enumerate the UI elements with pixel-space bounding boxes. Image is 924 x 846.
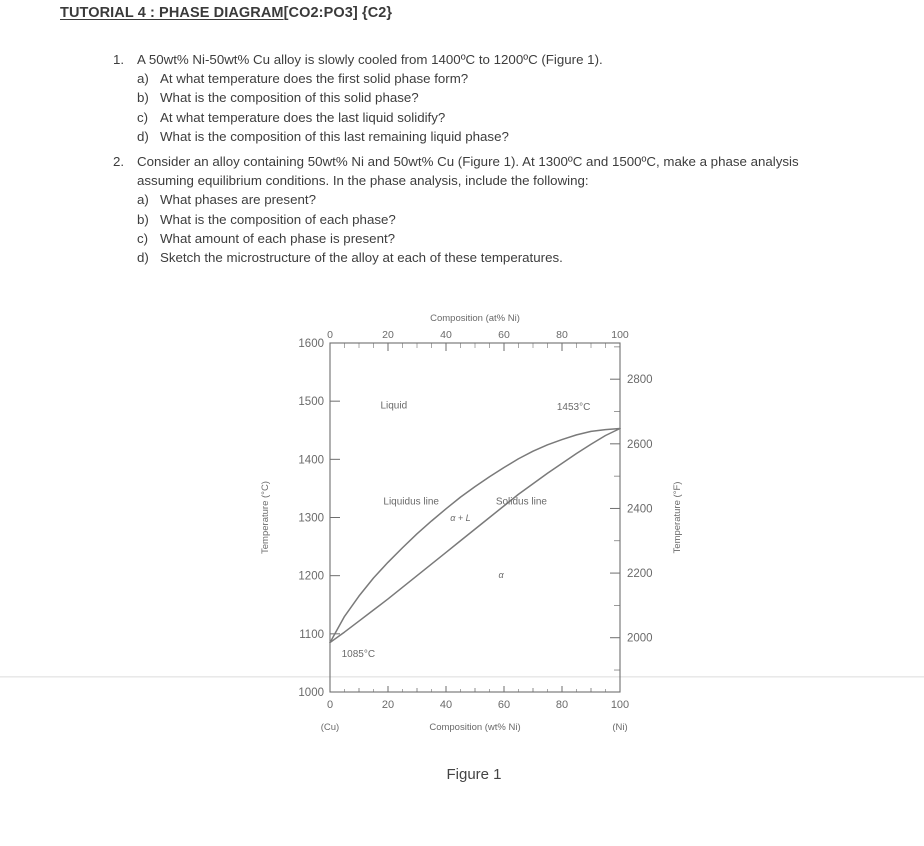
question-1-text: A 50wt% Ni-50wt% Cu alloy is slowly cooled from 1400ºC to 1200ºC (Figure 1).	[137, 52, 603, 67]
question-2-sub-d-label: d)	[137, 250, 149, 266]
figure-caption: Figure 1	[446, 766, 502, 783]
question-2-sub-c-label: c)	[137, 230, 149, 246]
question-2-sub-a-text: What phases are present?	[160, 192, 316, 208]
question-1-sub-c-text: At what temperature does the last liquid solidify?	[160, 109, 446, 125]
y-tick-label: 1400	[298, 454, 324, 467]
question-2-subparts	[113, 190, 833, 267]
question-1-sub-a-label: a)	[137, 71, 149, 87]
page-title	[60, 5, 392, 21]
x-axis-label: Composition (wt% Ni)	[429, 722, 521, 733]
top-tick-label: 20	[382, 329, 394, 341]
question-1-subparts	[113, 69, 813, 146]
right-tick-label: 2000	[627, 632, 653, 645]
question-2	[113, 152, 833, 267]
top-axis-label: Composition (at% Ni)	[430, 313, 520, 324]
right-tick-label: 2800	[627, 374, 653, 387]
question-1-sub-b	[137, 88, 813, 107]
right-tick-label: 2400	[627, 503, 653, 516]
right-tick-label: 2200	[627, 568, 653, 581]
question-1-sub-c-label: c)	[137, 109, 149, 125]
question-2-sub-a-label: a)	[137, 192, 149, 208]
x-tick-label: 0	[326, 699, 334, 711]
question-2-text: Consider an alloy containing 50wt% Ni and 50wt% Cu (Figure 1). At 1300ºC and 1500ºC, make a phase analysis assuming equilibrium conditions. In the phase analysis, include the following:	[137, 154, 799, 189]
y-tick-label: 1200	[298, 570, 324, 583]
endpoint-label-ni: (Ni)	[612, 722, 628, 733]
y-tick-label: 1500	[298, 396, 324, 409]
page-title-tail: [CO2:PO3] {C2}	[283, 5, 393, 21]
question-1-sub-d	[137, 127, 813, 146]
x-tick-label: 20	[381, 699, 395, 711]
question-1-sub-a-text: At what temperature does the first solid phase form?	[160, 71, 469, 87]
alpha-region-label: α	[498, 569, 504, 580]
top-tick-label: 0	[327, 329, 333, 341]
page-title-underlined: TUTORIAL 4 : PHASE DIAGRAM	[60, 5, 284, 21]
right-axis-label: Temperature (°F)	[672, 481, 683, 554]
y-tick-label: 1600	[298, 338, 324, 350]
question-2-number: 2.	[113, 154, 125, 169]
question-1-sub-b-text: What is the composition of this solid phase?	[160, 90, 419, 106]
liquidus-line-label: Liquidus line	[383, 496, 440, 508]
alpha-plus-liquid-label: α + L	[450, 512, 471, 523]
y-tick-label: 1300	[298, 512, 324, 525]
melting-point-cu-label: 1085°C	[341, 649, 376, 661]
figure-caption-wrap	[0, 766, 924, 783]
question-2-sub-c	[137, 229, 833, 248]
phase-diagram-svg	[0, 296, 924, 776]
y-tick-label: 1000	[298, 687, 324, 699]
liquid-region-label: Liquid	[380, 400, 408, 412]
phase-diagram-figure	[0, 296, 924, 776]
question-1-main	[113, 50, 813, 69]
top-tick-label: 40	[440, 329, 452, 341]
chart-root	[260, 313, 683, 733]
plot-frame	[330, 343, 620, 692]
x-tick-label: 100	[610, 699, 630, 711]
x-tick-label: 40	[439, 699, 453, 711]
endpoint-label-cu: (Cu)	[320, 722, 340, 733]
question-1-sub-a	[137, 69, 813, 88]
question-2-sub-a	[137, 190, 833, 209]
question-2-sub-b-text: What is the composition of each phase?	[160, 211, 396, 227]
question-2-sub-b-label: b)	[137, 211, 149, 227]
question-1-sub-b-label: b)	[137, 90, 149, 106]
question-2-main	[113, 152, 833, 190]
question-1	[113, 50, 813, 146]
solidus-line-label: Solidus line	[495, 496, 547, 508]
solidus-line-curve	[330, 429, 620, 643]
y-axis-label: Temperature (°C)	[260, 481, 271, 554]
x-tick-label: 60	[497, 699, 511, 711]
y-tick-label: 1100	[299, 628, 324, 641]
question-2-sub-d-text: Sketch the microstructure of the alloy at each of these temperatures.	[160, 250, 563, 266]
question-2-sub-c-text: What amount of each phase is present?	[160, 230, 396, 246]
melting-point-ni-label: 1453°C	[556, 401, 591, 413]
question-1-sub-c	[137, 108, 813, 127]
question-1-sub-d-text: What is the composition of this last remaining liquid phase?	[160, 128, 509, 144]
x-tick-label: 80	[555, 699, 569, 711]
top-tick-label: 60	[498, 329, 510, 341]
question-2-sub-b	[137, 210, 833, 229]
right-tick-label: 2600	[627, 438, 653, 451]
question-1-number: 1.	[113, 52, 125, 67]
top-tick-label: 100	[611, 329, 629, 341]
top-tick-label: 80	[556, 329, 568, 341]
question-2-sub-d	[137, 248, 833, 267]
question-1-sub-d-label: d)	[137, 128, 149, 144]
